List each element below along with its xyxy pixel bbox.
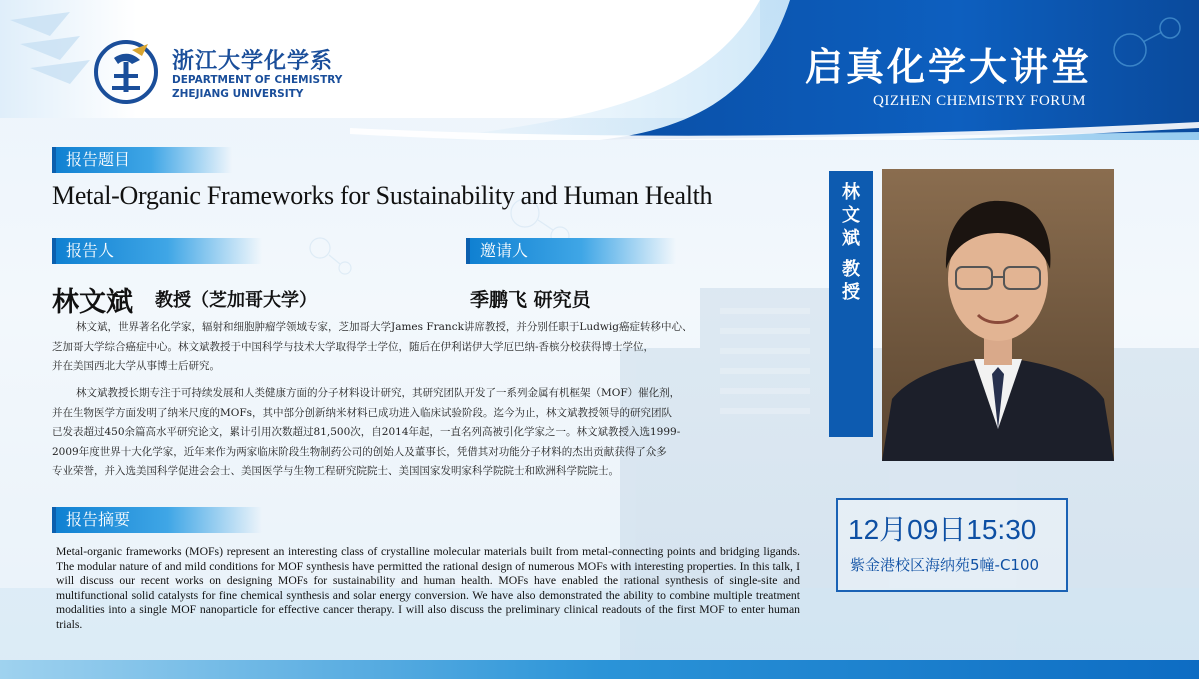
bio-line: 并在生物医学方面发明了纳米尺度的MOFs，其中部分创新纳米材料已成功进入临床试验阶段。迄今为止，林文斌教授领导的研究团队 (52, 406, 673, 419)
title-section-label: 报告题目 (66, 150, 131, 169)
speaker-section-tag (52, 238, 262, 264)
bottom-bar (0, 660, 1199, 679)
forum-title-cn: 启真化学大讲堂 (805, 44, 1093, 89)
vertical-char: 授 (842, 282, 860, 303)
bio-line: 并在美国西北大学从事博士后研究。 (52, 360, 220, 372)
abstract-section-tag (52, 507, 262, 533)
speaker-portrait (882, 169, 1114, 461)
vertical-char: 教 (842, 259, 860, 280)
bio-line: 已发表超过450余篇高水平研究论文，累计引用次数超过81,500次，自2014年起，一直名列高被引化学家之一。林文斌教授入选1999- (52, 426, 681, 438)
speaker-name: 林文斌 (52, 287, 133, 318)
department-name-cn: 浙江大学化学系 (172, 48, 334, 74)
speaker-bio-paragraph-1 (52, 318, 802, 377)
inviter-section-tag (466, 238, 676, 264)
university-name-en: ZHEJIANG UNIVERSITY (172, 88, 304, 100)
speaker-bio-paragraph-2 (52, 384, 802, 482)
bio-line: 林文斌教授长期专注于可持续发展和人类健康方面的分子材料设计研究，其研究团队开发了一系列金属有机框架（MOF）催化剂， (76, 387, 681, 399)
speaker-section-label: 报告人 (66, 241, 115, 260)
speaker-title: 教授（芝加哥大学） (155, 290, 317, 311)
bio-line: 专业荣誉，并入选美国科学促进会会士、美国医学与生物工程研究院院士、美国国家发明家科学院院士和欧洲科学院院士。 (52, 465, 619, 477)
bio-line: 芝加哥大学综合癌症中心。林文斌教授于中国科学与技术大学取得学士学位，随后在伊利诺伊大学厄巴纳-香槟分校获得博士学位， (52, 340, 655, 353)
zju-seal-icon (92, 38, 160, 106)
vertical-char: 斌 (842, 228, 860, 249)
forum-title-en: QIZHEN CHEMISTRY FORUM (873, 93, 1086, 109)
talk-time: 12月09日15:30 (848, 514, 1037, 545)
speaker-vertical-name (829, 171, 873, 250)
vertical-char: 文 (842, 205, 860, 226)
vertical-char: 林 (842, 182, 860, 203)
inviter-section-label: 邀请人 (480, 241, 529, 260)
title-section-tag (52, 147, 232, 173)
department-name-en: DEPARTMENT OF CHEMISTRY (172, 74, 343, 86)
speaker-vertical-title (829, 250, 873, 304)
bio-line: 2009年度世界十大化学家，近年来作为两家临床阶段生物制药公司的创始人及董事长，凭借其对功能分子材料的杰出贡献获得了众多 (52, 445, 667, 458)
abstract-section-label: 报告摘要 (66, 510, 131, 529)
bio-line: 林文斌，世界著名化学家，辐射和细胞肿瘤学领域专家，芝加哥大学James Franck讲席教授，并分别任职于Ludwig癌症转移中心、 (76, 321, 693, 333)
abstract-text: Metal-organic frameworks (MOFs) represent an interesting class of crystalline molecular materials built from metal-connecting points and bridging ligands. The modular nature of and mild conditions for MOF synthesis have permitted the rational design of numerous MOFs with interesting properties. In this talk, I will discuss our recent works on designing MOFs for sustainability and human health. MOFs have enabled the rational synthesis of single-site and multifunctional solid catalysts for fine chemical synthesis and solar energy conversion. We have also demonstrated the ability to combine multiple treatment modalities into a single MOF nanoparticle for effective cancer therapy. I will also discuss the preliminary clinical readouts of the first MOF to enter human trials. (56, 545, 800, 631)
inviter-name: 季鹏飞 研究员 (470, 289, 591, 311)
speaker-vertical-banner (829, 171, 873, 437)
talk-title: Metal-Organic Frameworks for Sustainability and Human Health (52, 181, 713, 210)
talk-location: 紫金港校区海纳苑5幢-C100 (850, 556, 1040, 574)
